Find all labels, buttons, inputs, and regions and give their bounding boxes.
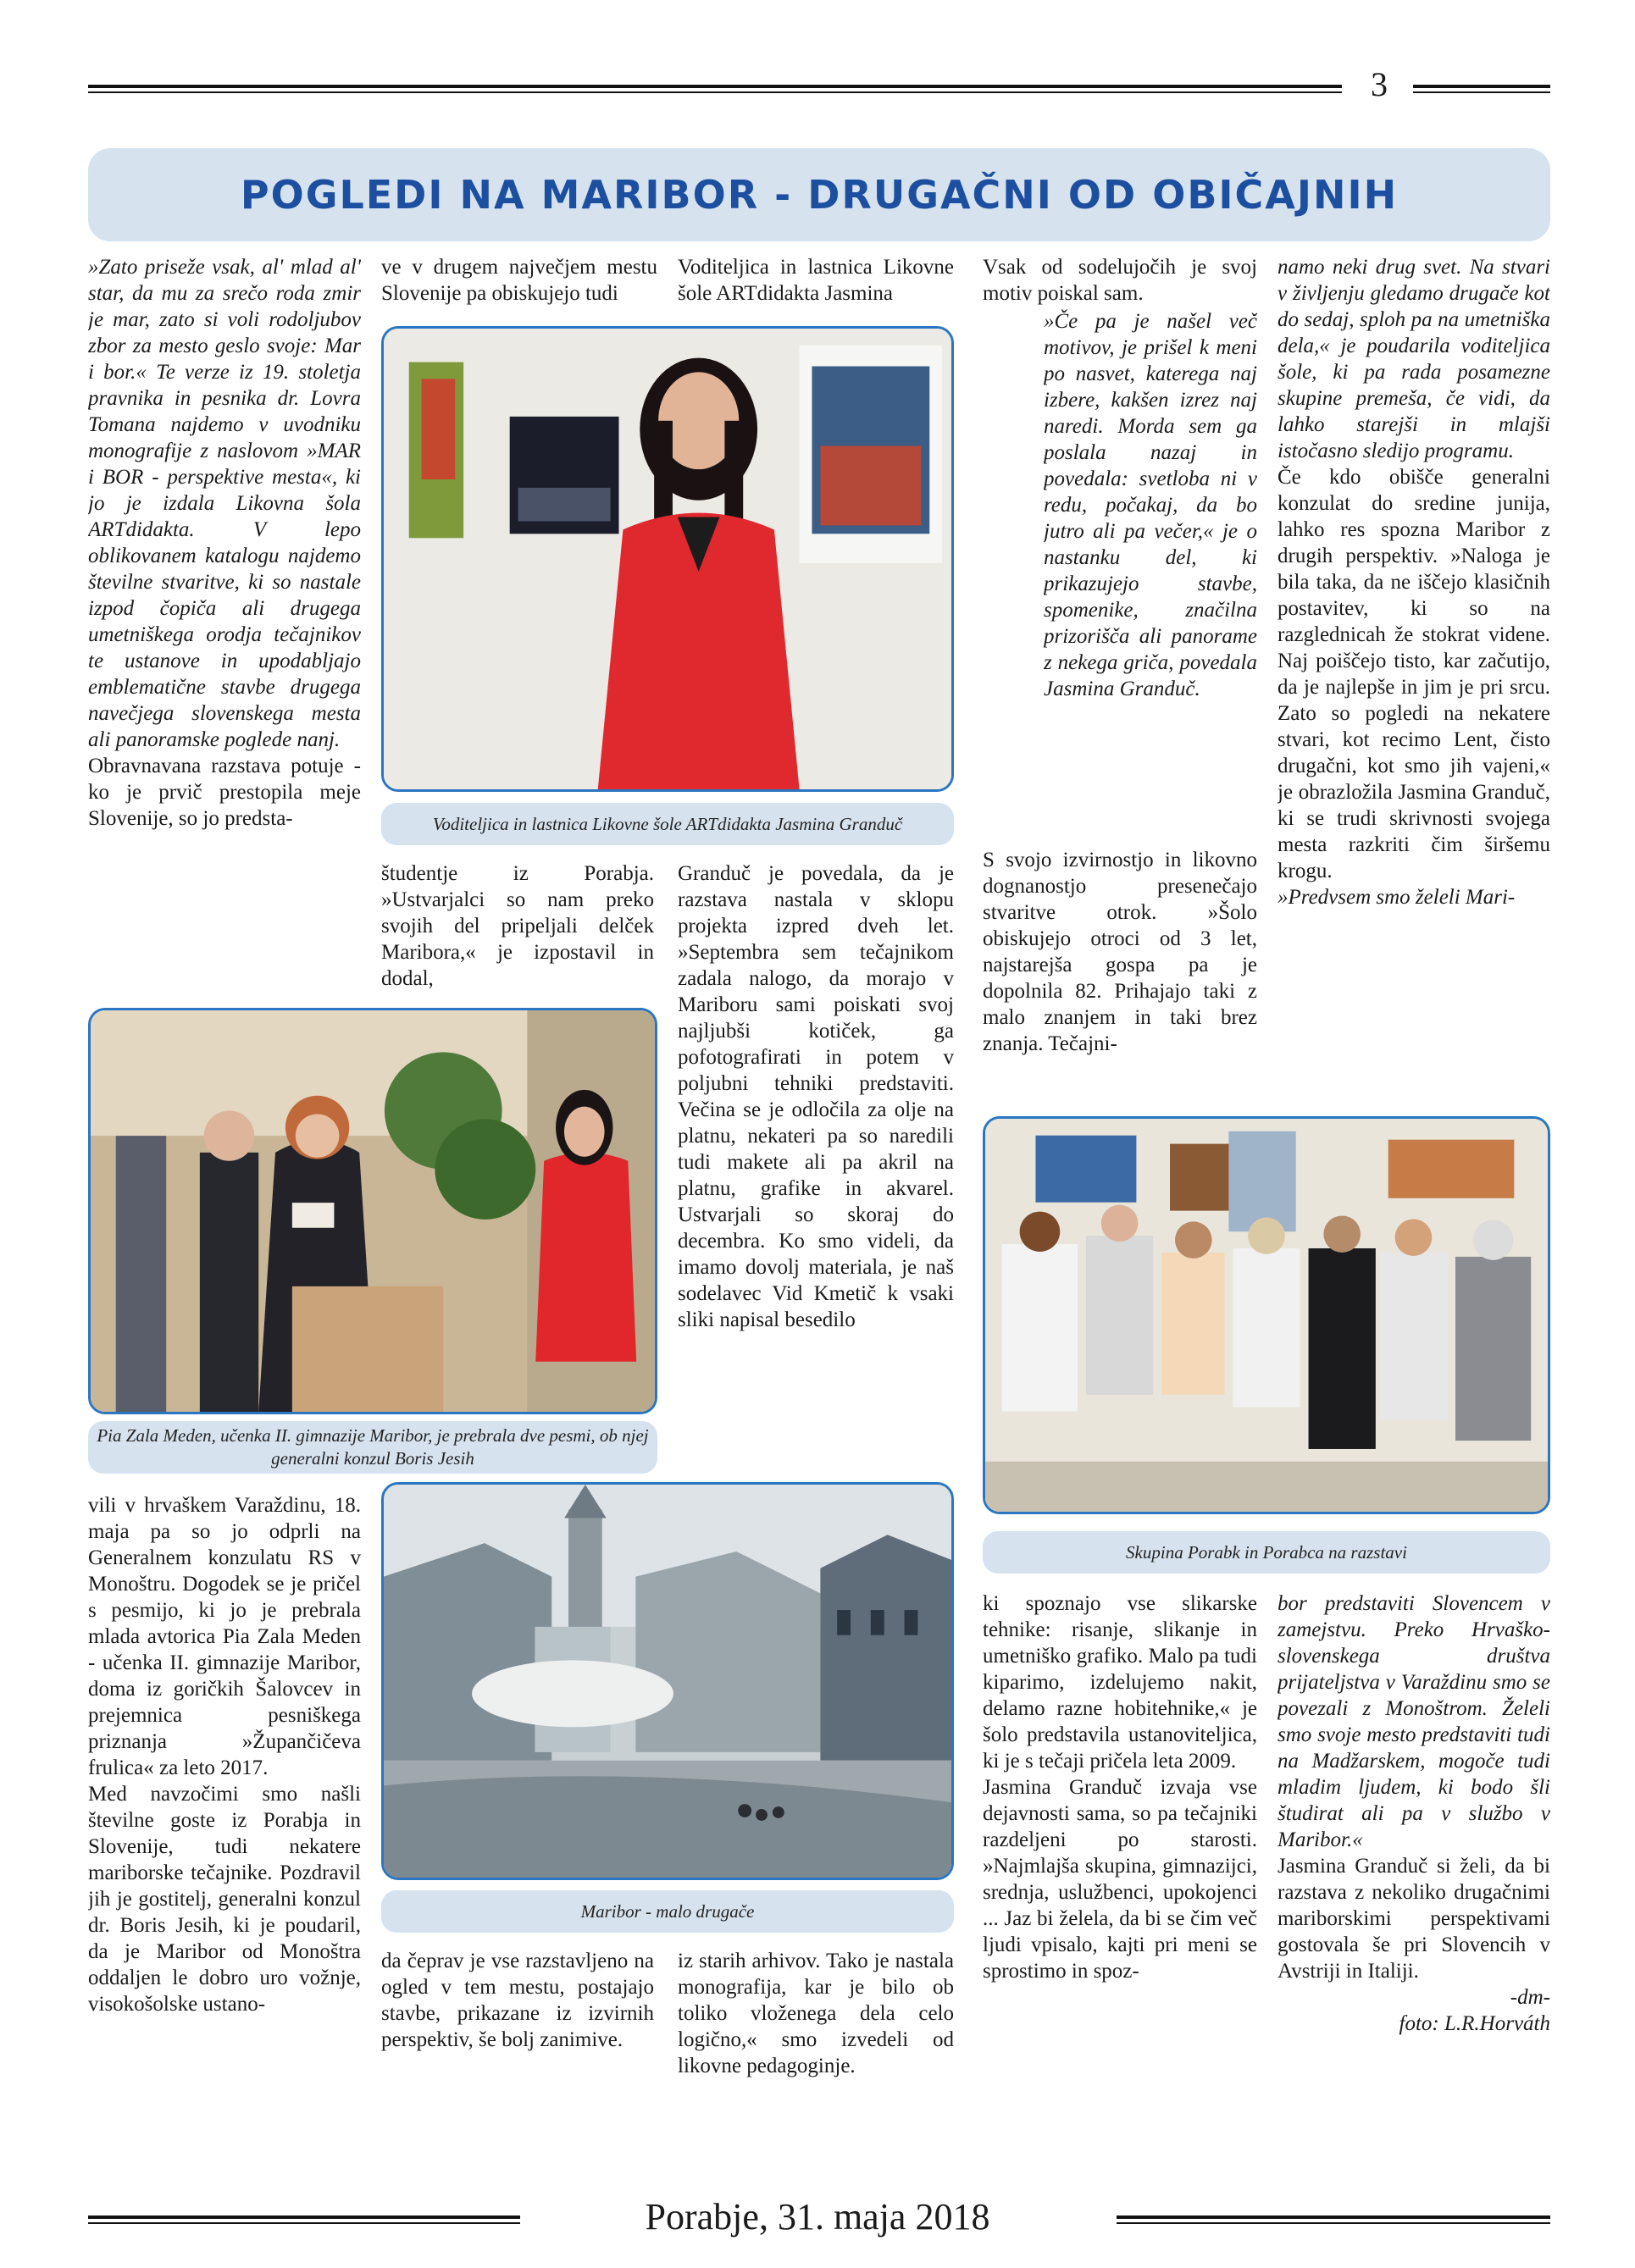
paragraph-c2a: ve v drugem največjem mestu Slovenije pa obiskujejo tudi: [381, 256, 657, 305]
paragraph-c3c: iz starih arhivov. Tako je nastala monografija, kar je bilo ob toliko vloženega dela celo logično,« smo izvedeli od likovne pedagoginje.: [678, 1950, 954, 2077]
paragraph-c3b: Granduč je povedala, da je razstava nastala v sklopu projekta izpred dveh let. »Septembra sem tečajnikom zadala nalogo, da morajo v Mariboru sami poiskati svoj najljubši kotiček, ga pofotografirati in potem v poljubni tehniki predstaviti. Večina se je odločila za olje na platnu, nekateri pa so naredili tudi makete ali pa akril na platnu, grafike in akvarel. Ustvarjali so skoraj do decembra. Ko smo videli, da imamo dovolj materiala, je naš sodelavec Vid Kmetič k vsaki sliki napisal besedilo: [678, 862, 954, 1331]
group-caption: Skupina Porabk in Porabca na razstavi: [983, 1531, 1550, 1574]
portrait-caption: Voditeljica in lastnica Likovne šole ARTdidakta Jasmina Granduč: [381, 803, 954, 845]
column-2-top: [381, 254, 657, 308]
column-2-bottom: [381, 1948, 654, 2166]
column-3-middle: [678, 860, 954, 1479]
column-5-bottom: [1278, 1590, 1550, 2166]
group-photo: [983, 1116, 1550, 1514]
column-4-narrow: [1044, 308, 1257, 837]
paragraph-c1c: vili v hrvaškem Varaždinu, 18. maja pa so jo odprli na Generalnem konzulatu RS v Monoštru. Dogodek se je pričel s pesmijo, ki jo je prebrala mlada avtorica Pia Zala Meden - učenka II. gimnazije Maribor, doma iz goričkih Šalovcev in prejemnica pesniškega priznanja »Župančičeva frulica« za leto 2017.: [88, 1494, 361, 1779]
paragraph-c3a: Voditeljica in lastnica Likovne šole ARTdidakta Jasmina: [678, 256, 954, 305]
column-3-bottom: [678, 1948, 954, 2166]
article-author: -dm-: [1510, 1986, 1550, 2009]
paragraph-c5d: bor predstaviti Slovencem v zamejstvu. Preko Hrvaško-slovenskega društva prijateljstva v Varaždinu smo se povezali z Monoštrom. Želeli smo svoje mesto predstaviti tudi na Madžarskem, mogoče tudi mladim ljudem, ki bodo šli študirat ali pa v službo v Maribor.«: [1278, 1592, 1550, 1851]
paragraph-c4d: ki spoznajo vse slikarske tehnike: risanje, slikanje in umetniško grafiko. Malo pa tudi kiparimo, izdelujemo nakit, delamo razne hobitehnike,« je šolo predstavila ustanoviteljica, ki je s tečaji pričela leta 2009.: [983, 1592, 1257, 1773]
column-4-top: [983, 254, 1257, 308]
column-5-top: [1278, 254, 1550, 1101]
paragraph-c1d: Med navzočimi smo našli številne goste iz Porabja in Slovenije, tudi nekatere mariborske tečajnike. Pozdravil jih je gostitelj, generalni konzul dr. Boris Jesih, ki je poudaril, da je Maribor od Monoštra oddaljen le dobro uro vožnje, visokošolske ustano-: [88, 1783, 361, 2016]
paragraph-c5c: »Predvsem smo želeli Mari-: [1278, 886, 1516, 909]
column-2-middle: [381, 860, 654, 996]
paragraph-c4a: Vsak od sodelujočih je svoj motiv poiskal sam.: [983, 256, 1257, 305]
paragraph-c5e: Jasmina Granduč si želi, da bi razstava z nekoliko drugačnimi mariborskimi perspektivami gostovala še pri Slovencih v Avstriji in Italiji.: [1278, 1855, 1550, 1983]
paragraph-c2c: da čeprav je vse razstavljeno na ogled v tem mestu, postajajo stavbe, prikazane iz izvirnih perspektiv, še bolj zanimive.: [381, 1950, 654, 2051]
column-4-middle: [983, 847, 1257, 1098]
reading-photo: [88, 1008, 657, 1414]
article-title: POGLEDI NA MARIBOR - DRUGAČNI OD OBIČAJNIH: [240, 172, 1399, 218]
column-1-top: [88, 254, 361, 995]
paragraph-c5b: Če kdo obišče generalni konzulat do sredine junija, lahko res spozna Maribor z drugih perspektiv. »Naloga je bila taka, da ne iščejo klasičnih postavitev, ki so na razglednicah že stokrat videne. Naj poiščejo tisto, kar začutijo, da je najlepše in jim je pri srcu. Zato so pogledi na nekatere stvari, kot recimo Lent, čisto drugačni, kot smo jih vajeni,« je obrazložila Jasmina Granduč, ki se trudi skrivnosti svojega mesta razkriti čim širšemu krogu.: [1278, 466, 1550, 882]
portrait-photo: [381, 326, 954, 792]
photo-credit: foto: L.R.Horváth: [1399, 2012, 1550, 2035]
paragraph-c4c: S svojo izvirnostjo in likovno dognanostjo presenečajo stvaritve otrok. »Šolo obiskujejo otroci od 3 let, najstarejša gospa pa je dopolnila 82. Prihajajo taki z malo znanjem in taki brez znanja. Tečajni-: [983, 849, 1257, 1055]
footer-issue-date: Porabje, 31. maja 2018: [645, 2196, 990, 2238]
painting-photo: [381, 1482, 954, 1880]
paragraph-c4e: Jasmina Granduč izvaja vse dejavnosti sama, so pa tečajniki razdeljeni po starosti. »Najmlajša skupina, gimnazijci, srednja, uslužbenci, upokojenci ... Jaz bi želela, da bi se čim več ljudi vpisalo, kajti pri meni se sprostimo in spoz-: [983, 1776, 1257, 1983]
footer-rule-right: [1117, 2215, 1550, 2224]
reading-caption: Pia Zala Meden, učenka II. gimnazije Maribor, je prebrala dve pesmi, ob njej generalni konzul Boris Jesih: [88, 1421, 657, 1474]
page-number: 3: [1371, 65, 1388, 103]
paragraph-c5a: namo neki drug svet. Na stvari v življenju gledamo drugače kot do sedaj, sploh pa na umetniška dela,« je poudarila voditeljica šole, ki pa rada posamezne skupine premeša, če vidi, da lahko starejši in mlajši istočasno sledijo programu.: [1278, 256, 1550, 462]
column-3-top: [678, 254, 954, 308]
article-title-banner: [88, 148, 1550, 241]
paragraph-c1a: »Zato priseže vsak, al' mlad al' star, da mu za srečo roda zmir je mar, zato si voli rodoljubov zbor za mesto geslo svoje: Mar i bor.« Te verze iz 19. stoletja pravnika in pesnika dr. Lovra Tomana najdemo v uvodniku monografije z naslovom »MAR i BOR - perspektive mesta«, ki jo je izdala Likovna šola ARTdidakta. V lepo oblikovanem katalogu najdemo številne stvaritve, ki so nastale izpod čopiča ali drugega umetniškega orodja tečajnikov te ustanove in upodabljajo emblematične stavbe drugega navečjega slovenskega mesta ali panoramske poglede nanj.: [88, 256, 361, 751]
paragraph-c1b: Obravnavana razstava potuje - ko je prvič prestopila meje Slovenije, so jo predsta-: [88, 755, 361, 830]
column-4-bottom: [983, 1590, 1257, 2166]
header-rule-left: [88, 85, 1342, 93]
header-rule-right: [1413, 85, 1550, 93]
painting-caption: Maribor - malo drugače: [381, 1890, 954, 1933]
column-1-bottom: [88, 1492, 361, 2166]
paragraph-c4b: »Če pa je našel več motivov, je prišel k meni po nasvet, katerega naj izbere, kakšen izrez naj naredi. Morda sem ga poslala nazaj in povedala: svetloba ni v redu, počakaj, da bo jutro ali pa večer,« je o nastanku del, ki prikazujejo stavbe, spomenike, značilna prizorišča ali panorame z nekega griča, povedala Jasmina Granduč.: [1044, 310, 1257, 700]
paragraph-c2b: študentje iz Porabja. »Ustvarjalci so nam preko svojih del pripeljali delček Maribora,« je izpostavil in dodal,: [381, 862, 654, 990]
